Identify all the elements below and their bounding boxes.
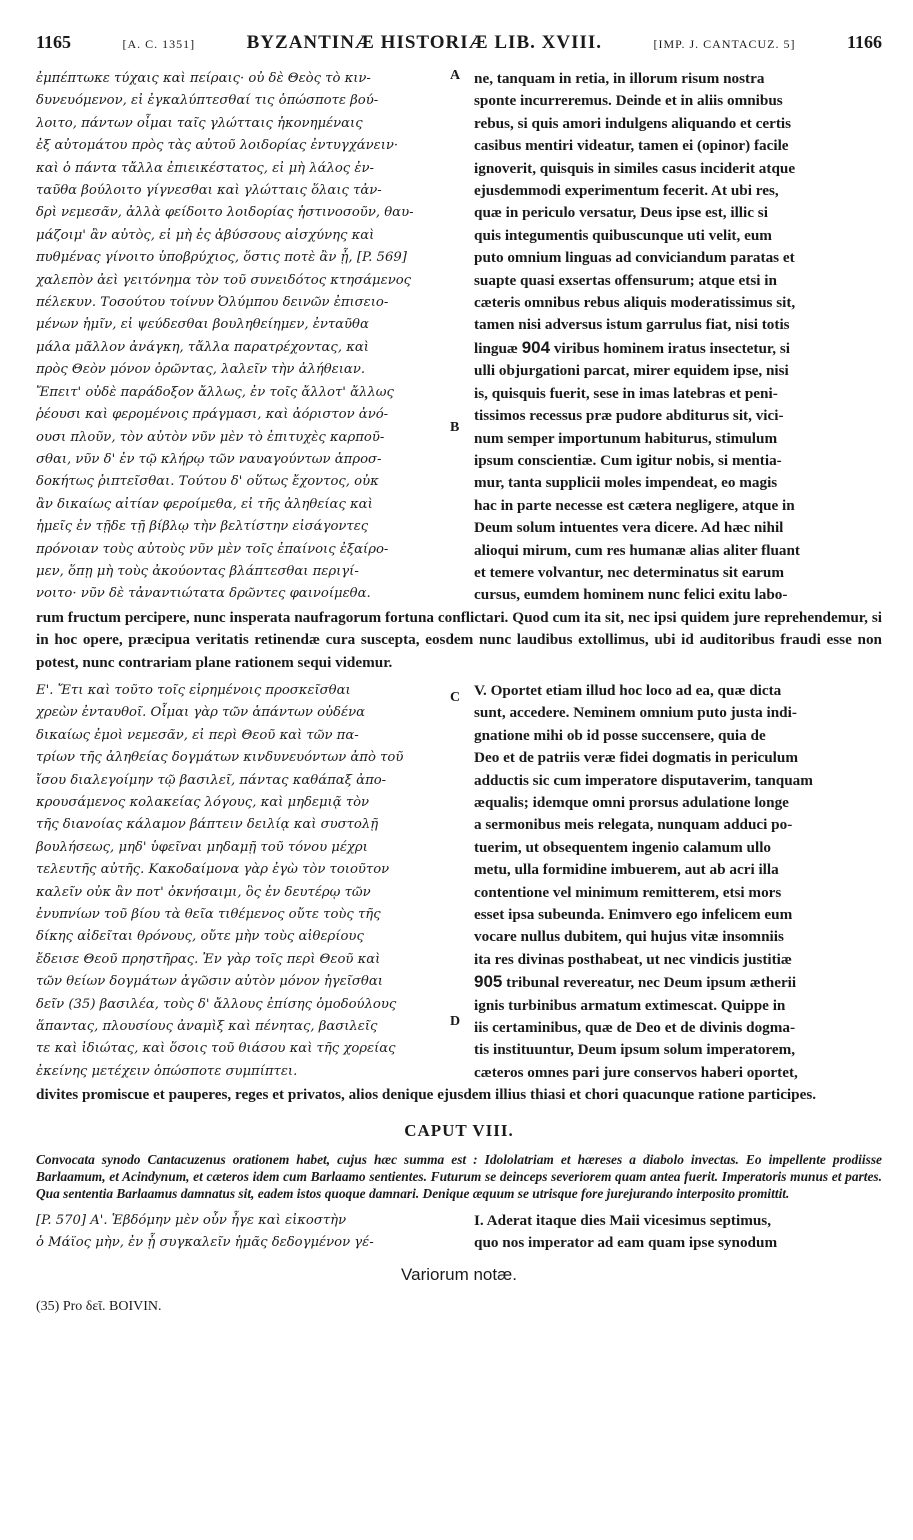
margin-marker-b: B [450,420,460,435]
column-number-905: 905 [474,972,503,992]
latin-column-3: I. Aderat itaque dies Maii vicesimus septimus, quo nos imperator ad eam quam ipse synodum [474,1211,778,1252]
greek-column-1: ἐμπέπτωκε τύχαις καὶ πείραις· οὐ δὲ Θεὸς τὸ κιν- δυνευόμενον, εἰ ἐγκαλύπτεσθαί τις ὁπώσποτε βού- λοιτο, πάντων οἶμαι ταῖς γλώτταις ἠκονημέναις ἐξ αὐτομάτου πρὸς τὰς αὐτοῦ λοιδορίας ἐντυγχάνειν· καὶ ὁ πάντα τἄλλα ἐπιεικέστατος, εἰ μὴ λάλος ἐν- ταῦθα βούλοιτο γίγνεσθαι καὶ γλώτταις ὅλαις τἀν- δρὶ νεμεσᾶν, ἀλλὰ φείδοιτο λοιδορίας ἡστινοσοῦν, θαυ- μάζοιμ' ἂν αὐτὸς, εἰ μὴ ἐς ἀβύσσους αἰσχύνης καὶ πυθμένας γίνοιτο ὑποβρύχιος, ὅστις ποτὲ ἂν ᾖ, [P. 569] χαλεπὸν ἀεὶ γειτόνημα τὸν τοῦ συνειδότος κτησάμενος πέλεκυν. Τοσούτου τοίνυν Ὀλύμπου δεινῶν ἐπισειο- μένων ἡμῖν, εἰ ψεύδεσθαι βουληθείημεν, ἐνταῦθα μάλα μᾶλλον ἀνάγκη, τἄλλα παρατρέχοντας, καὶ πρὸς Θεὸν μόνον ὁρῶντας, λαλεῖν τὴν ἀλήθειαν. Ἔπειτ' οὐδὲ παράδοξον ἄλλως, ἐν τοῖς ἄλλοτ' ἄλλως ῥέουσι καὶ φερομένοις πράγμασι, καὶ ἀόριστον ἀνό- ουσι πλοῦν, τὸν αὐτὸν νῦν μὲν τὸ ἐπιτυχὲς καρποῦ- σθαι, νῦν δ' ἐν τῷ κλήρῳ τῶν ναυαγούντων ἀπροσ- δοκήτως ῥιπτεῖσθαι. Τούτου δ' οὕτως ἔχοντος, οὐκ ἂν δικαίως αἰτίαν φεροίμεθα, εἰ τῆς ἀληθείας καὶ ἡμεῖς ἐν τῇδε τῇ βίβλῳ τὴν βελτίστην εἰσάγοντες πρόνοιαν τοὺς αὐτοὺς νῦν μὲν τοῖς ἐπαίνοις ἐξαίρο- μεν, ὅπῃ μὴ τοὺς ἀκούοντας βλάπτεσθαι περιγί- νοιτο· νῦν δὲ τἀναντιώτατα δρῶντες φαινοίμεθα. [36,71,414,602]
column-number-904: 904 [521,337,551,357]
section-two [36,680,882,1084]
greek-column-3: [P. 570] Α'. Ἑβδόμην μὲν οὖν ἦγε καὶ εἰκοστὴν ὁ Μάϊος μὴν, ἐν ᾗ συγκαλεῖν ἡμᾶς δεδογμένον γέ- [36,1212,374,1251]
left-page-number: 1165 [36,32,72,52]
latin-column-1: ne, tanquam in retia, in illorum risum nostra sponte incurreremus. Deinde et in aliis omnibus rebus, si quis amori indulgens aliquando et certis casibus mentiri videatur, tamen ei (opinor) facile ignoverit, quisquis in similes casus inciderit atque ejusdemmodi experimentum fecerit. At ubi res, quæ in periculo versatur, Deus ipse est, illic si quis integumentis quibuscunque uti velit, eum puto omnium linguas ad conviciandum paratas et suapte quasi exsertas offensurum; atque etsi in cæteris omnibus rebus aliquis moderatissimus sit, tamen nisi adversus istum garrulus fiat, nisi totis linguæ 904 viribus hominem iratus insectetur, si ulli objurgationi parcat, mirer equidem ipse, nisi is, quisquis fuerit, sese in imas latebras et peni- tissimos recessus præ pudore abditurus sit, vici- num semper importunum habiturus, stimulum ipsum conscientiæ. Cum igitur nobis, si mentia- mur, tanta supplicii moles impendeat, eo magis hac in parte necesse est cætera negligere, atque in Deum solum intuentes vera dicere. Ad hæc nihil alioqui mirum, cum res humanæ alias aliter fluant et temere volvantur, nec determinatus sit earum cursus, eumdem hominem nunc felici exitu labo- [474,70,800,604]
margin-marker-c: C [450,689,461,705]
notes-heading: Variorum notæ. [401,1264,517,1284]
greek-column-2: Ε'. Ἔτι καὶ τοῦτο τοῖς εἰρημένοις προσκεῖσθαι χρεὼν ἐνταυθοῖ. Οἶμαι γὰρ τῶν ἁπάντων οὐδένα δικαίως ἐμοὶ νεμεσᾶν, εἰ περὶ Θεοῦ καὶ τῶν πα- τρίων τῆς ἀληθείας δογμάτων κινδυνευόντων ἀπὸ τοῦ ἴσου διαλεγοίμην τῷ βασιλεῖ, πάντας καθάπαξ ἀπο- κρουσάμενος κολακείας λόγους, καὶ μηδεμιᾷ τὸν τῆς διανοίας κάλαμον βάπτειν δειλίᾳ καὶ συστολῇ βουλήσεως, μηδ' ὑφεῖναι μηδαμῇ τοῦ τόνου μέχρι τελευτῆς αὐτῆς. Κακοδαίμονα γὰρ ἐγὼ τὸν τοιοῦτον καλεῖν οὐκ ἂν ποτ' ὀκνήσαιμι, ὃς ἐν δευτέρῳ τῶν ἐνυπνίων τοῦ βίου τὰ θεῖα τιθέμενος οὔτε τοὺς τῆς δίκης αἰδεῖται θρόνους, οὔτε μὴν τοὺς αἰθερίους ἔδεισε Θεοῦ πρηστῆρας. Ἐν γὰρ τοῖς περὶ Θεοῦ καὶ τῶν θείων δογμάτων ἀγῶσιν αὐτὸν μόνον ἡγεῖσθαι δεῖν (35) βασιλέα, τοὺς δ' ἄλλους ἐπίσης ὁμοδούλους ἅπαντας, πλουσίους ἀναμὶξ καὶ πένητας, βασιλεῖς τε καὶ ἰδιώτας, καὶ ὅσοις τοῦ θιάσου καὶ τῆς χορείας ἐκείνης μετέχειν ὁπώσποτε συμπίπτει. [36,682,404,1079]
right-page-number: 1166 [846,32,882,52]
margin-marker-a: A [450,68,461,83]
margin-marker-d: D [450,1013,461,1029]
footnote-35: (35) Pro δεῖ. BOIVIN. [36,1298,162,1314]
latin-continuation-1: rum fructum percipere, nunc insperata naufragorum fortuna conflictari. Quod cum ita sit, nec ipsi quidem jure reprehendemur, si in hoc opere, præcipua veritatis retinendæ cura suscepta, eosdem nunc laudibus extollimus, ubi id auditoribus fraudi esse non potest, nunc contrariam plane rationem sequi videmur. [36,608,882,671]
running-header [36,32,882,58]
page [36,32,882,1315]
latin-continuation-2: divites promiscue et pauperes, reges et privatos, alios denique ejusdem illius thiasi et chori quacunque ratione participes. [36,1086,817,1104]
chapter-summary: Convocata synodo Cantacuzenus orationem habet, cujus hæc summa est : Idololatriam et hæreses a diabolo invectas. Eo impellente prodiisse Barlaamum, et Acindynum, et cæteros idem cum Barlaamo sentientes. Futurum se deinceps severiorem quam antea fuerit. Imperatoris munus et partes. Qua sententia Barlaamus damnatus sit, eadem istos quoque damnari. Denique æquum se utrisque fore jurejurando interposito promittit. [36,1151,882,1201]
right-emperor-ref: [IMP. J. CANTACUZ. 5] [653,37,796,51]
section-one [36,68,882,607]
left-year-ref: [A. C. 1351] [122,37,196,51]
section-three [36,1210,882,1255]
book-title: BYZANTINÆ HISTORIÆ LIB. XVIII. [246,32,602,53]
latin-column-2: V. Oportet etiam illud hoc loco ad ea, quæ dicta sunt, accedere. Neminem omnium puto justa indi- gnatione mihi ob id posse succensere, quia de Deo et de patriis veræ fidei dogmatis in periculum adductis sic cum imperatore disputaverim, tanquam æqualis; idemque omni prorsus adulatione longe a sermonibus meis relegata, nunquam adduci po- tuerim, ut obsequentem ingenio calamum ullo metu, ulla formidine imbuerem, aut ab acri illa contentione vel minimum remitterem, etsi mors esset ipsa subeunda. Enimvero ego infelicem eum vocare nullus dubitem, qui hujus vitæ insomniis ita res divinas posthabeat, ut nec vindicis justitiæ 905 tribunal revereatur, nec Deum ipsum ætherii ignis turbinibus armatum extimescat. Quippe in iis certaminibus, quæ de Deo et de divinis dogma- tis instituuntur, Deum ipsum solum imperatorem, cæteros omnes pari jure conservos haberi oportet, [474,681,813,1081]
chapter-heading: CAPUT VIII. [404,1120,514,1140]
